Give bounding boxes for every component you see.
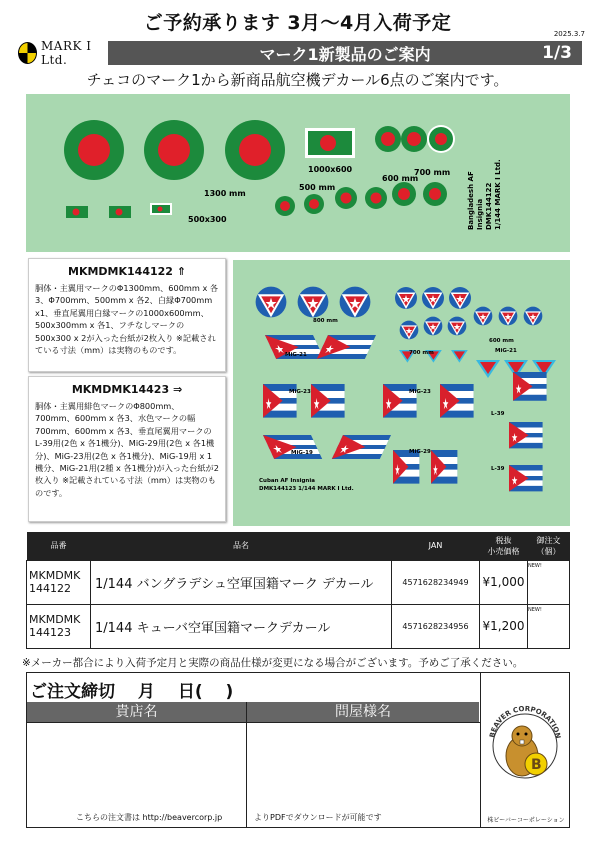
description-code: MKMDMK144122 ⇑ — [68, 265, 186, 278]
cuba-label-mig19: MiG-19 — [291, 450, 313, 456]
mig19-fin-flags — [263, 435, 391, 459]
title-banner — [108, 41, 582, 65]
product-code: MKMDMK 144123 — [27, 604, 91, 648]
wholesaler-name-label: 問屋様名 — [247, 702, 479, 722]
product-table — [26, 532, 570, 649]
disclaimer-notice: ※メーカー都合により入荷予定月と実際の商品仕様が変更になる場合がございます。予めご了承ください。 — [22, 657, 524, 669]
product-name: 1/144 バングラデシュ空軍国籍マーク デカール — [91, 560, 392, 604]
beaver-logo-letter: B — [531, 757, 542, 773]
size-label-700: 700 mm — [414, 168, 451, 177]
header-price: 税抜 小売価格 — [480, 532, 528, 560]
new-badge: NEW! — [528, 606, 542, 613]
cuba-label-l39b: L-39 — [491, 466, 505, 472]
shop-name-label: 貴店名 — [27, 702, 246, 722]
cuba-label-mig21b: MiG-21 — [495, 348, 517, 354]
header-order: 御注文 （個） — [528, 532, 570, 560]
bangladesh-roundel-medium — [375, 125, 455, 153]
cuba-label-700: 700 mm — [409, 350, 434, 356]
mark1-logo-icon — [18, 42, 37, 64]
svg-text:DMK144122: DMK144122 — [485, 182, 493, 230]
order-footer-url: こちらの注文書は http://beavercorp.jp — [76, 813, 223, 822]
svg-text:Bangladesh AF: Bangladesh AF — [467, 171, 475, 230]
cuba-label-800: 800 mm — [313, 318, 338, 324]
document-date: 2025.3.7 — [553, 30, 585, 38]
header-name: 品名 — [91, 532, 392, 560]
order-quantity-cell[interactable] — [528, 604, 570, 648]
svg-text:Insignia: Insignia — [476, 198, 484, 230]
wholesaler-name-field[interactable] — [247, 723, 479, 811]
mark1-logo — [18, 40, 110, 66]
table-row — [27, 604, 570, 648]
order-deadline-title: ご注文締切 月 日( ) — [30, 682, 234, 702]
cuba-label-mig29: MiG-29 — [409, 449, 431, 455]
new-badge: NEW! — [528, 562, 542, 569]
description-box-144123 — [28, 376, 226, 522]
mig21-fin-flags — [265, 335, 376, 359]
cuba-decal-sheet — [233, 260, 570, 526]
order-footer-pdf: よりPDFでダウンロードが可能です — [254, 813, 382, 822]
svg-text:1/144 MARK I Ltd.: 1/144 MARK I Ltd. — [494, 159, 502, 230]
table-header-row — [27, 532, 570, 560]
cuba-roundel-large — [256, 287, 371, 318]
size-label-500x300: 500x300 — [188, 215, 227, 224]
subtitle: チェコのマーク1から新商品航空機デカール6点のご案内です。 — [86, 71, 509, 89]
product-price: ¥1,000 — [480, 560, 528, 604]
size-label-1000x600: 1000x600 — [308, 165, 353, 174]
product-jan: 4571628234956 — [392, 604, 480, 648]
cuba-label-mig21a: MiG-21 — [285, 352, 307, 358]
description-text: 胴体・主翼用緋色マークのΦ800mm、700mm、600mm x 各3、水色マークの幅700mm、600mm x 各3、垂直尾翼用マークのL-39用(2色 x 各1機分)、MiG-29用(2色 x 各1機分)、MiG-23用(2色 x 各1機分)、MiG-19用 x 1機分、MiG-21用(2種 x 各1機分)が入った台紙が2枚入り ※記載されている寸法（mm）は実物のものです。 — [35, 401, 219, 498]
description-text: 胴体・主翼用マークのΦ1300mm、600mm x 各3、Φ700mm、500mm x 各2、白縁Φ700mm x1、垂直尾翼用白縁マークの1000x600mm、500x300mm x 各1、フチなしマークの500x300 x 2が入った台紙が2枚入り ※記載されている寸法（mm）は実物のものです。 — [35, 283, 219, 356]
cuba-roundel-medium — [395, 287, 542, 339]
product-code: MKMDMK 144122 — [27, 560, 91, 604]
sheet-caption-bangladesh — [467, 159, 502, 230]
beaver-corporation-logo — [486, 700, 564, 792]
bangladesh-fin-flag-large — [305, 128, 355, 158]
page-indicator: 1/3 — [542, 43, 572, 63]
sheet-caption-cuba-1: Cuban AF Insignia — [259, 478, 315, 484]
header-jan: JAN — [392, 532, 480, 560]
bangladesh-roundel-large — [64, 120, 285, 180]
banner-title: マーク1新製品のご案内 — [259, 44, 431, 64]
beaver-logo-ring-text: BEAVER CORPORATION — [488, 704, 562, 740]
mig29-fin-flags — [393, 450, 457, 484]
shop-name-field[interactable] — [27, 723, 246, 811]
description-code: MKMDMK14423 ⇒ — [71, 383, 183, 396]
product-jan: 4571628234949 — [392, 560, 480, 604]
cuba-label-600: 600 mm — [489, 338, 514, 344]
l39-fin-flags — [509, 372, 547, 491]
product-price: ¥1,200 — [480, 604, 528, 648]
sheet-caption-cuba-2: DMK144123 1/144 MARK I Ltd. — [259, 486, 354, 492]
order-divider — [480, 672, 481, 828]
table-row — [27, 560, 570, 604]
cuba-label-mig23b: MiG-23 — [409, 389, 431, 395]
bangladesh-fin-flag-small — [66, 203, 172, 218]
cuba-label-mig23a: MiG-23 — [289, 389, 311, 395]
headline: ご予約承ります 3月～4月入荷予定 — [143, 12, 452, 34]
size-label-500: 500 mm — [299, 183, 336, 192]
cuba-label-l39a: L-39 — [491, 411, 505, 417]
product-name: 1/144 キューバ空軍国籍マークデカール — [91, 604, 392, 648]
size-label-1300: 1300 mm — [204, 189, 246, 198]
header-code: 品番 — [27, 532, 91, 560]
bangladesh-decal-sheet — [26, 94, 570, 252]
description-box-144122 — [28, 258, 226, 372]
order-quantity-cell[interactable] — [528, 560, 570, 604]
beaver-caption: 株ビーバーコーポレーション — [487, 817, 565, 824]
size-label-600: 600 mm — [382, 174, 419, 183]
mark1-logo-text: MARK I Ltd. — [41, 39, 92, 67]
